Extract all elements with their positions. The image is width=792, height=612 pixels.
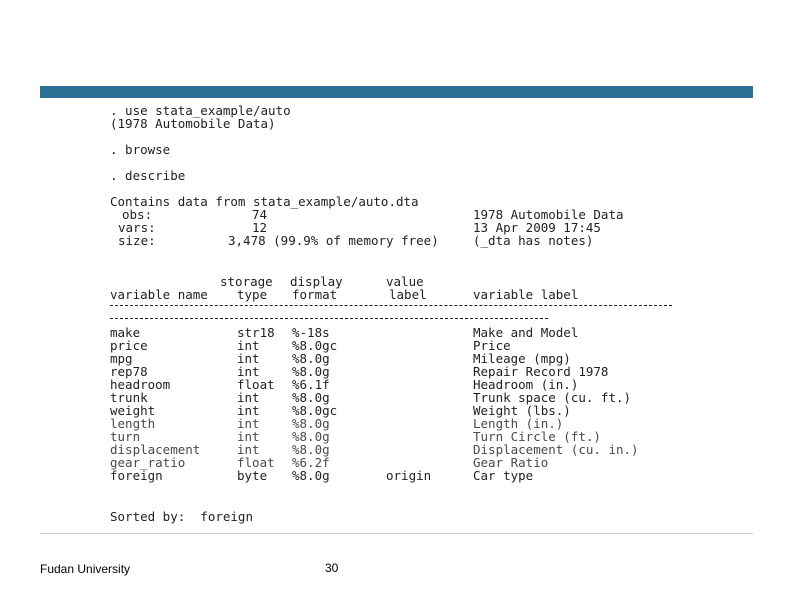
col-value-bottom: label [389, 287, 427, 302]
use-command: . use stata_example/auto [110, 103, 291, 118]
var-format: %8.0g [292, 351, 330, 366]
browse-command: . browse [110, 142, 171, 157]
col-value-top: value [386, 274, 424, 289]
var-label: Turn Circle (ft.) [473, 429, 601, 444]
var-label: Gear Ratio [473, 455, 549, 470]
var-type: int [237, 390, 260, 405]
var-name: foreign [110, 468, 163, 483]
var-name: mpg [110, 351, 133, 366]
var-type: float [237, 455, 275, 470]
var-format: %6.2f [292, 455, 330, 470]
var-format: %8.0g [292, 416, 330, 431]
var-label: Weight (lbs.) [473, 403, 571, 418]
var-type: int [237, 442, 260, 457]
col-storage-bottom: type [237, 287, 268, 302]
footer-org: Fudan University [40, 562, 131, 576]
var-format: %8.0gc [292, 403, 338, 418]
var-format: %-18s [292, 325, 330, 340]
obs-note: 1978 Automobile Data [473, 207, 624, 222]
var-name: length [110, 416, 156, 431]
var-format: %8.0g [292, 442, 330, 457]
separator-rule [110, 305, 672, 306]
sorted-by: Sorted by: foreign [110, 509, 253, 524]
var-type: int [237, 403, 260, 418]
page-number: 30 [325, 561, 339, 575]
var-label: Make and Model [473, 325, 579, 340]
col-display-top: display [290, 274, 343, 289]
var-type: byte [237, 468, 268, 483]
var-type: float [237, 377, 275, 392]
var-type: int [237, 351, 260, 366]
var-format: %8.0g [292, 429, 330, 444]
var-name: make [110, 325, 141, 340]
var-name: headroom [110, 377, 171, 392]
var-value-label: origin [386, 468, 432, 483]
var-name: price [110, 338, 148, 353]
var-format: %6.1f [292, 377, 330, 392]
var-name: displacement [110, 442, 201, 457]
size-label: size: [118, 233, 156, 248]
col-varlabel: variable label [473, 287, 579, 302]
obs-label: obs: [122, 207, 153, 222]
var-label: Mileage (mpg) [473, 351, 571, 366]
var-type: int [237, 416, 260, 431]
footer-divider [40, 533, 753, 534]
var-label: Headroom (in.) [473, 377, 579, 392]
size-note: (_dta has notes) [473, 233, 594, 248]
var-label: Trunk space (cu. ft.) [473, 390, 632, 405]
use-result: (1978 Automobile Data) [110, 116, 276, 131]
var-label: Repair Record 1978 [473, 364, 609, 379]
var-name: weight [110, 403, 156, 418]
var-type: int [237, 429, 260, 444]
var-format: %8.0g [292, 390, 330, 405]
obs-value: 74 [252, 207, 268, 222]
var-type: int [237, 338, 260, 353]
var-type: str18 [237, 325, 275, 340]
vars-value: 12 [252, 220, 268, 235]
var-format: %8.0g [292, 468, 330, 483]
separator-rule-wrap [110, 318, 548, 319]
vars-label: vars: [118, 220, 156, 235]
var-label: Car type [473, 468, 534, 483]
var-format: %8.0g [292, 364, 330, 379]
size-value: 3,478 (99.9% of memory free) [228, 233, 439, 248]
var-type: int [237, 364, 260, 379]
var-name: gear_ratio [110, 455, 186, 470]
var-label: Length (in.) [473, 416, 564, 431]
col-varname: variable name [110, 287, 208, 302]
var-name: rep78 [110, 364, 148, 379]
var-name: turn [110, 429, 141, 444]
vars-note: 13 Apr 2009 17:45 [473, 220, 601, 235]
describe-command: . describe [110, 168, 186, 183]
col-display-bottom: format [292, 287, 338, 302]
col-storage-top: storage [220, 274, 273, 289]
var-format: %8.0gc [292, 338, 338, 353]
var-name: trunk [110, 390, 148, 405]
contains-line: Contains data from stata_example/auto.dta [110, 194, 419, 209]
var-label: Displacement (cu. in.) [473, 442, 639, 457]
var-label: Price [473, 338, 511, 353]
